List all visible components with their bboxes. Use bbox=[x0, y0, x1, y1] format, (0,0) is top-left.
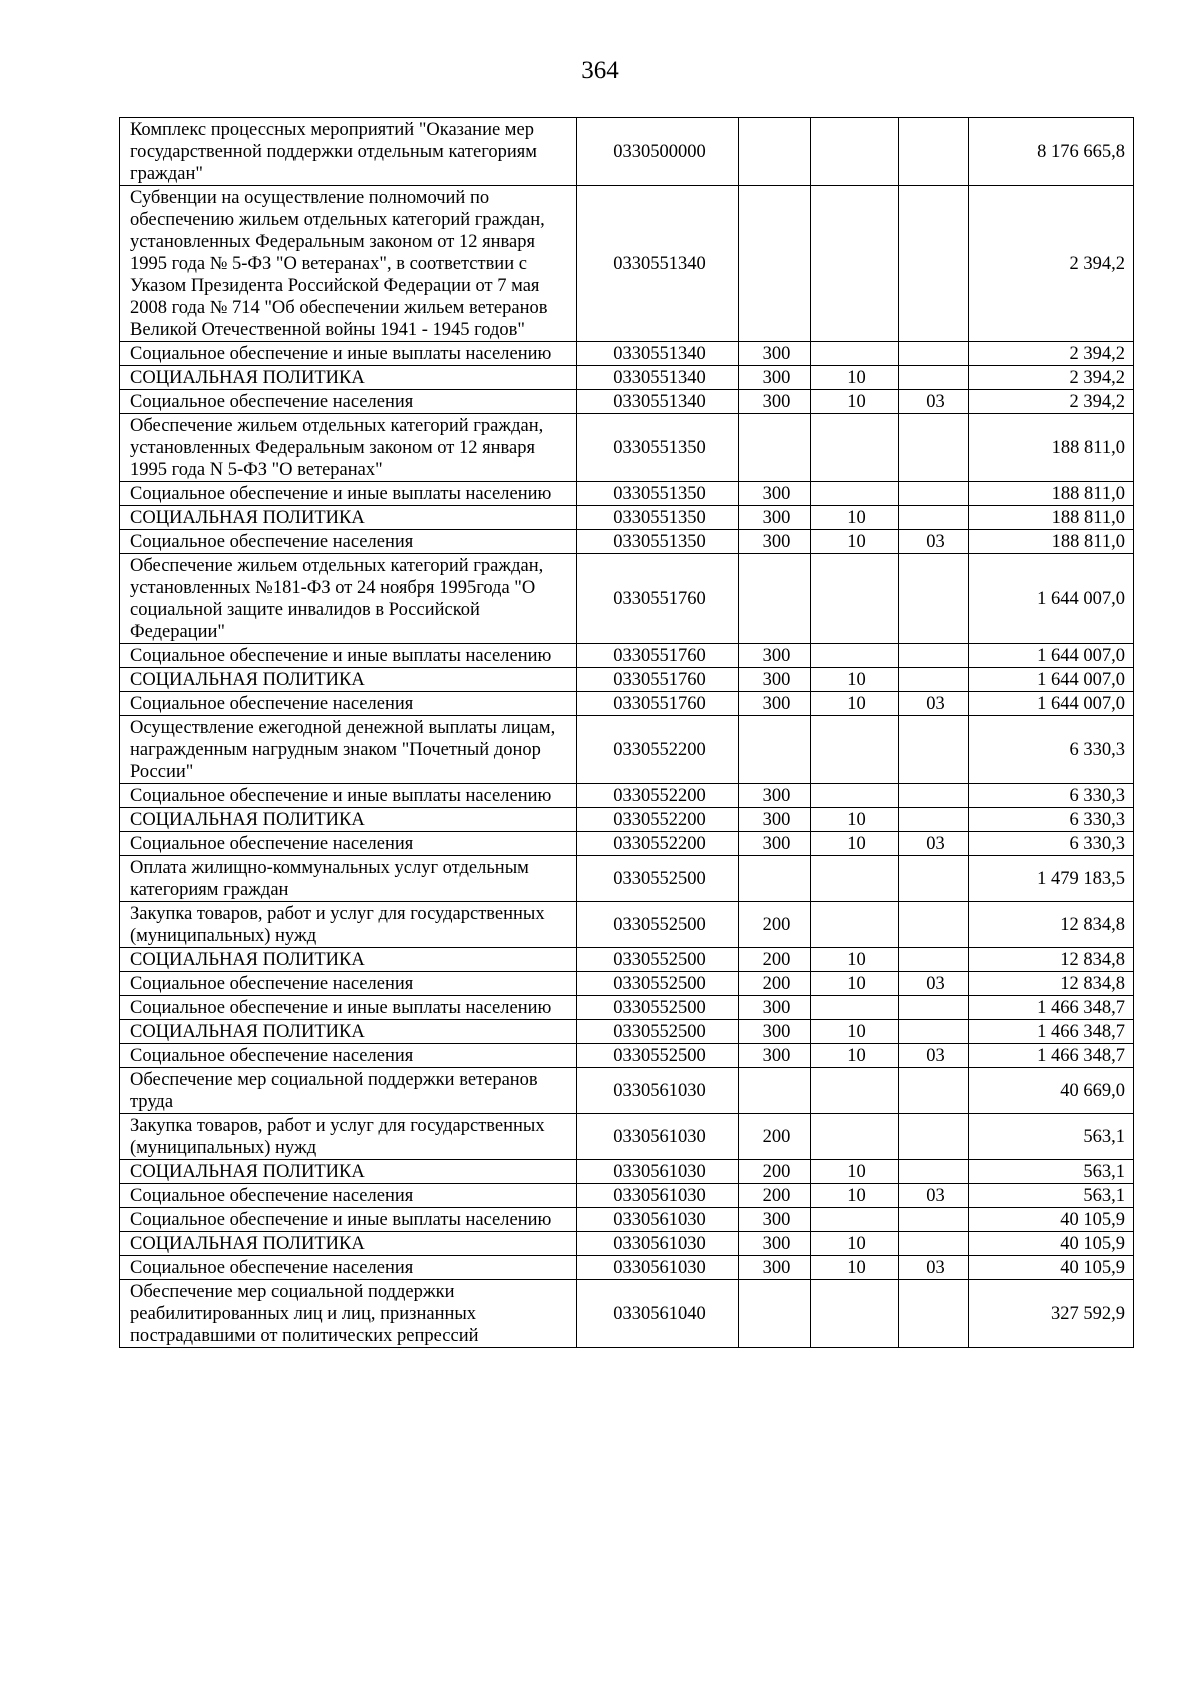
item-name-cell: Социальное обеспечение населения bbox=[120, 972, 577, 996]
item-name-cell: СОЦИАЛЬНАЯ ПОЛИТИКА bbox=[120, 948, 577, 972]
target-article-code-cell: 0330552200 bbox=[577, 832, 739, 856]
section-cell bbox=[811, 118, 899, 186]
item-name-cell: Социальное обеспечение и иные выплаты населению bbox=[120, 1208, 577, 1232]
table-row bbox=[120, 948, 1134, 972]
subsection-cell bbox=[899, 554, 969, 644]
target-article-code-cell: 0330552200 bbox=[577, 784, 739, 808]
target-article-code-cell: 0330551760 bbox=[577, 692, 739, 716]
item-name-cell: Социальное обеспечение населения bbox=[120, 1044, 577, 1068]
expense-type-cell: 300 bbox=[739, 1256, 811, 1280]
target-article-code-cell: 0330551760 bbox=[577, 668, 739, 692]
section-cell: 10 bbox=[811, 832, 899, 856]
expense-type-cell: 300 bbox=[739, 1232, 811, 1256]
table-row bbox=[120, 784, 1134, 808]
target-article-code-cell: 0330552500 bbox=[577, 902, 739, 948]
section-cell bbox=[811, 856, 899, 902]
section-cell: 10 bbox=[811, 1184, 899, 1208]
expense-type-cell: 300 bbox=[739, 808, 811, 832]
subsection-cell: 03 bbox=[899, 972, 969, 996]
section-cell bbox=[811, 1208, 899, 1232]
target-article-code-cell: 0330552200 bbox=[577, 716, 739, 784]
subsection-cell bbox=[899, 1232, 969, 1256]
section-cell bbox=[811, 342, 899, 366]
expense-type-cell: 200 bbox=[739, 948, 811, 972]
table-row bbox=[120, 1160, 1134, 1184]
subsection-cell bbox=[899, 1280, 969, 1348]
table-row bbox=[120, 692, 1134, 716]
target-article-code-cell: 0330552500 bbox=[577, 1020, 739, 1044]
expense-type-cell: 200 bbox=[739, 972, 811, 996]
item-name-cell: Осуществление ежегодной денежной выплаты лицам, награжденным нагрудным знаком "Почетный донор России" bbox=[120, 716, 577, 784]
item-name-cell: Закупка товаров, работ и услуг для государственных (муниципальных) нужд bbox=[120, 902, 577, 948]
budget-table bbox=[119, 117, 1134, 1348]
amount-cell: 6 330,3 bbox=[969, 832, 1134, 856]
expense-type-cell: 200 bbox=[739, 1184, 811, 1208]
expense-type-cell bbox=[739, 118, 811, 186]
target-article-code-cell: 0330552500 bbox=[577, 948, 739, 972]
expense-type-cell bbox=[739, 186, 811, 342]
table-row bbox=[120, 1184, 1134, 1208]
item-name-cell: СОЦИАЛЬНАЯ ПОЛИТИКА bbox=[120, 668, 577, 692]
expense-type-cell bbox=[739, 1280, 811, 1348]
section-cell bbox=[811, 996, 899, 1020]
expense-type-cell: 300 bbox=[739, 482, 811, 506]
table-row bbox=[120, 554, 1134, 644]
target-article-code-cell: 0330551350 bbox=[577, 482, 739, 506]
subsection-cell bbox=[899, 668, 969, 692]
target-article-code-cell: 0330561030 bbox=[577, 1160, 739, 1184]
expense-type-cell: 300 bbox=[739, 506, 811, 530]
table-row bbox=[120, 644, 1134, 668]
target-article-code-cell: 0330551340 bbox=[577, 342, 739, 366]
target-article-code-cell: 0330551350 bbox=[577, 506, 739, 530]
amount-cell: 12 834,8 bbox=[969, 902, 1134, 948]
item-name-cell: СОЦИАЛЬНАЯ ПОЛИТИКА bbox=[120, 808, 577, 832]
subsection-cell bbox=[899, 856, 969, 902]
item-name-cell: Социальное обеспечение и иные выплаты населению bbox=[120, 342, 577, 366]
target-article-code-cell: 0330551340 bbox=[577, 186, 739, 342]
expense-type-cell: 200 bbox=[739, 1160, 811, 1184]
amount-cell: 188 811,0 bbox=[969, 414, 1134, 482]
section-cell: 10 bbox=[811, 692, 899, 716]
subsection-cell bbox=[899, 118, 969, 186]
table-row bbox=[120, 972, 1134, 996]
amount-cell: 1 466 348,7 bbox=[969, 1044, 1134, 1068]
target-article-code-cell: 0330552500 bbox=[577, 856, 739, 902]
amount-cell: 2 394,2 bbox=[969, 390, 1134, 414]
section-cell: 10 bbox=[811, 1020, 899, 1044]
amount-cell: 1 644 007,0 bbox=[969, 668, 1134, 692]
expense-type-cell bbox=[739, 554, 811, 644]
section-cell: 10 bbox=[811, 972, 899, 996]
subsection-cell bbox=[899, 902, 969, 948]
section-cell: 10 bbox=[811, 948, 899, 972]
expense-type-cell: 300 bbox=[739, 366, 811, 390]
amount-cell: 1 479 183,5 bbox=[969, 856, 1134, 902]
section-cell: 10 bbox=[811, 390, 899, 414]
item-name-cell: Обеспечение мер социальной поддержки ветеранов труда bbox=[120, 1068, 577, 1114]
section-cell bbox=[811, 784, 899, 808]
item-name-cell: Социальное обеспечение населения bbox=[120, 390, 577, 414]
section-cell: 10 bbox=[811, 1160, 899, 1184]
target-article-code-cell: 0330561030 bbox=[577, 1208, 739, 1232]
amount-cell: 40 105,9 bbox=[969, 1256, 1134, 1280]
expense-type-cell: 300 bbox=[739, 832, 811, 856]
item-name-cell: Комплекс процессных мероприятий "Оказание мер государственной поддержки отдельным категориям граждан" bbox=[120, 118, 577, 186]
amount-cell: 12 834,8 bbox=[969, 972, 1134, 996]
table-row bbox=[120, 1208, 1134, 1232]
section-cell bbox=[811, 482, 899, 506]
table-row bbox=[120, 342, 1134, 366]
table-row bbox=[120, 996, 1134, 1020]
target-article-code-cell: 0330500000 bbox=[577, 118, 739, 186]
expense-type-cell: 300 bbox=[739, 784, 811, 808]
item-name-cell: Закупка товаров, работ и услуг для государственных (муниципальных) нужд bbox=[120, 1114, 577, 1160]
subsection-cell: 03 bbox=[899, 1256, 969, 1280]
target-article-code-cell: 0330561030 bbox=[577, 1256, 739, 1280]
target-article-code-cell: 0330551760 bbox=[577, 644, 739, 668]
section-cell: 10 bbox=[811, 1256, 899, 1280]
item-name-cell: СОЦИАЛЬНАЯ ПОЛИТИКА bbox=[120, 1160, 577, 1184]
expense-type-cell bbox=[739, 1068, 811, 1114]
section-cell: 10 bbox=[811, 366, 899, 390]
subsection-cell bbox=[899, 716, 969, 784]
expense-type-cell: 300 bbox=[739, 668, 811, 692]
subsection-cell bbox=[899, 1114, 969, 1160]
item-name-cell: Социальное обеспечение населения bbox=[120, 1256, 577, 1280]
subsection-cell bbox=[899, 506, 969, 530]
table-row bbox=[120, 668, 1134, 692]
table-row bbox=[120, 902, 1134, 948]
amount-cell: 40 105,9 bbox=[969, 1208, 1134, 1232]
target-article-code-cell: 0330561030 bbox=[577, 1114, 739, 1160]
table-row bbox=[120, 1256, 1134, 1280]
table-row bbox=[120, 530, 1134, 554]
page-number: 364 bbox=[581, 57, 619, 84]
amount-cell: 40 105,9 bbox=[969, 1232, 1134, 1256]
subsection-cell bbox=[899, 186, 969, 342]
table-row bbox=[120, 1020, 1134, 1044]
amount-cell: 188 811,0 bbox=[969, 506, 1134, 530]
item-name-cell: Обеспечение мер социальной поддержки реабилитированных лиц и лиц, признанных пострадавшими от политических репрессий bbox=[120, 1280, 577, 1348]
table-row bbox=[120, 118, 1134, 186]
table-row bbox=[120, 856, 1134, 902]
section-cell bbox=[811, 186, 899, 342]
amount-cell: 2 394,2 bbox=[969, 186, 1134, 342]
subsection-cell bbox=[899, 948, 969, 972]
section-cell bbox=[811, 1280, 899, 1348]
expense-type-cell: 300 bbox=[739, 1208, 811, 1232]
expense-type-cell: 300 bbox=[739, 692, 811, 716]
expense-type-cell: 300 bbox=[739, 342, 811, 366]
table-row bbox=[120, 716, 1134, 784]
table-row bbox=[120, 506, 1134, 530]
section-cell: 10 bbox=[811, 808, 899, 832]
target-article-code-cell: 0330551350 bbox=[577, 414, 739, 482]
amount-cell: 327 592,9 bbox=[969, 1280, 1134, 1348]
item-name-cell: СОЦИАЛЬНАЯ ПОЛИТИКА bbox=[120, 366, 577, 390]
section-cell bbox=[811, 902, 899, 948]
table-row bbox=[120, 390, 1134, 414]
subsection-cell: 03 bbox=[899, 530, 969, 554]
amount-cell: 1 644 007,0 bbox=[969, 554, 1134, 644]
subsection-cell bbox=[899, 808, 969, 832]
target-article-code-cell: 0330561030 bbox=[577, 1232, 739, 1256]
item-name-cell: Обеспечение жильем отдельных категорий граждан, установленных Федеральным законом от 12 января 1995 года N 5-ФЗ "О ветеранах" bbox=[120, 414, 577, 482]
amount-cell: 6 330,3 bbox=[969, 808, 1134, 832]
item-name-cell: Социальное обеспечение населения bbox=[120, 832, 577, 856]
section-cell: 10 bbox=[811, 1044, 899, 1068]
item-name-cell: СОЦИАЛЬНАЯ ПОЛИТИКА bbox=[120, 1020, 577, 1044]
item-name-cell: СОЦИАЛЬНАЯ ПОЛИТИКА bbox=[120, 506, 577, 530]
table-row bbox=[120, 1232, 1134, 1256]
table-row bbox=[120, 808, 1134, 832]
target-article-code-cell: 0330551350 bbox=[577, 530, 739, 554]
subsection-cell bbox=[899, 1020, 969, 1044]
amount-cell: 6 330,3 bbox=[969, 716, 1134, 784]
budget-table-body bbox=[120, 118, 1134, 1348]
expense-type-cell: 200 bbox=[739, 1114, 811, 1160]
expense-type-cell: 300 bbox=[739, 390, 811, 414]
expense-type-cell: 300 bbox=[739, 1044, 811, 1068]
amount-cell: 563,1 bbox=[969, 1114, 1134, 1160]
subsection-cell bbox=[899, 644, 969, 668]
item-name-cell: Субвенции на осуществление полномочий по обеспечению жильем отдельных категорий граждан, установленных Федеральным законом от 12 января 1995 года № 5-ФЗ "О ветеранах", в соответствии с Указом Президента Российской Федерации от 7 мая 2008 года № 714 "Об обеспечении жильем ветеранов Великой Отечественной войны 1941 - 1945 годов" bbox=[120, 186, 577, 342]
subsection-cell: 03 bbox=[899, 1044, 969, 1068]
section-cell bbox=[811, 554, 899, 644]
section-cell: 10 bbox=[811, 530, 899, 554]
section-cell bbox=[811, 1114, 899, 1160]
subsection-cell bbox=[899, 996, 969, 1020]
table-row bbox=[120, 1068, 1134, 1114]
subsection-cell bbox=[899, 342, 969, 366]
amount-cell: 188 811,0 bbox=[969, 482, 1134, 506]
target-article-code-cell: 0330551340 bbox=[577, 390, 739, 414]
subsection-cell: 03 bbox=[899, 692, 969, 716]
table-row bbox=[120, 366, 1134, 390]
target-article-code-cell: 0330561030 bbox=[577, 1068, 739, 1114]
section-cell: 10 bbox=[811, 506, 899, 530]
section-cell: 10 bbox=[811, 1232, 899, 1256]
subsection-cell bbox=[899, 1068, 969, 1114]
expense-type-cell: 300 bbox=[739, 644, 811, 668]
amount-cell: 563,1 bbox=[969, 1184, 1134, 1208]
item-name-cell: Социальное обеспечение и иные выплаты населению bbox=[120, 784, 577, 808]
item-name-cell: Обеспечение жильем отдельных категорий граждан, установленных №181-ФЗ от 24 ноября 1995года "О социальной защите инвалидов в Российской Федерации" bbox=[120, 554, 577, 644]
section-cell bbox=[811, 716, 899, 784]
amount-cell: 1 644 007,0 bbox=[969, 692, 1134, 716]
subsection-cell bbox=[899, 482, 969, 506]
table-row bbox=[120, 482, 1134, 506]
table-row bbox=[120, 1114, 1134, 1160]
amount-cell: 1 466 348,7 bbox=[969, 996, 1134, 1020]
table-row bbox=[120, 832, 1134, 856]
section-cell bbox=[811, 414, 899, 482]
section-cell bbox=[811, 644, 899, 668]
amount-cell: 12 834,8 bbox=[969, 948, 1134, 972]
expense-type-cell: 300 bbox=[739, 1020, 811, 1044]
amount-cell: 563,1 bbox=[969, 1160, 1134, 1184]
section-cell bbox=[811, 1068, 899, 1114]
amount-cell: 8 176 665,8 bbox=[969, 118, 1134, 186]
amount-cell: 40 669,0 bbox=[969, 1068, 1134, 1114]
target-article-code-cell: 0330552200 bbox=[577, 808, 739, 832]
table-row bbox=[120, 186, 1134, 342]
item-name-cell: Социальное обеспечение населения bbox=[120, 1184, 577, 1208]
target-article-code-cell: 0330561030 bbox=[577, 1184, 739, 1208]
amount-cell: 2 394,2 bbox=[969, 342, 1134, 366]
amount-cell: 1 466 348,7 bbox=[969, 1020, 1134, 1044]
item-name-cell: Социальное обеспечение населения bbox=[120, 692, 577, 716]
table-row bbox=[120, 1044, 1134, 1068]
subsection-cell: 03 bbox=[899, 832, 969, 856]
target-article-code-cell: 0330552500 bbox=[577, 1044, 739, 1068]
expense-type-cell: 200 bbox=[739, 902, 811, 948]
amount-cell: 188 811,0 bbox=[969, 530, 1134, 554]
item-name-cell: Социальное обеспечение и иные выплаты населению bbox=[120, 644, 577, 668]
subsection-cell bbox=[899, 784, 969, 808]
subsection-cell bbox=[899, 366, 969, 390]
subsection-cell bbox=[899, 1208, 969, 1232]
expense-type-cell: 300 bbox=[739, 530, 811, 554]
table-row bbox=[120, 1280, 1134, 1348]
amount-cell: 6 330,3 bbox=[969, 784, 1134, 808]
target-article-code-cell: 0330552500 bbox=[577, 972, 739, 996]
subsection-cell: 03 bbox=[899, 1184, 969, 1208]
expense-type-cell: 300 bbox=[739, 996, 811, 1020]
item-name-cell: СОЦИАЛЬНАЯ ПОЛИТИКА bbox=[120, 1232, 577, 1256]
item-name-cell: Оплата жилищно-коммунальных услуг отдельным категориям граждан bbox=[120, 856, 577, 902]
target-article-code-cell: 0330552500 bbox=[577, 996, 739, 1020]
subsection-cell bbox=[899, 414, 969, 482]
amount-cell: 1 644 007,0 bbox=[969, 644, 1134, 668]
table-row bbox=[120, 414, 1134, 482]
target-article-code-cell: 0330561040 bbox=[577, 1280, 739, 1348]
expense-type-cell bbox=[739, 414, 811, 482]
amount-cell: 2 394,2 bbox=[969, 366, 1134, 390]
item-name-cell: Социальное обеспечение и иные выплаты населению bbox=[120, 996, 577, 1020]
subsection-cell bbox=[899, 1160, 969, 1184]
expense-type-cell bbox=[739, 856, 811, 902]
item-name-cell: Социальное обеспечение населения bbox=[120, 530, 577, 554]
expense-type-cell bbox=[739, 716, 811, 784]
subsection-cell: 03 bbox=[899, 390, 969, 414]
item-name-cell: Социальное обеспечение и иные выплаты населению bbox=[120, 482, 577, 506]
target-article-code-cell: 0330551340 bbox=[577, 366, 739, 390]
section-cell: 10 bbox=[811, 668, 899, 692]
target-article-code-cell: 0330551760 bbox=[577, 554, 739, 644]
